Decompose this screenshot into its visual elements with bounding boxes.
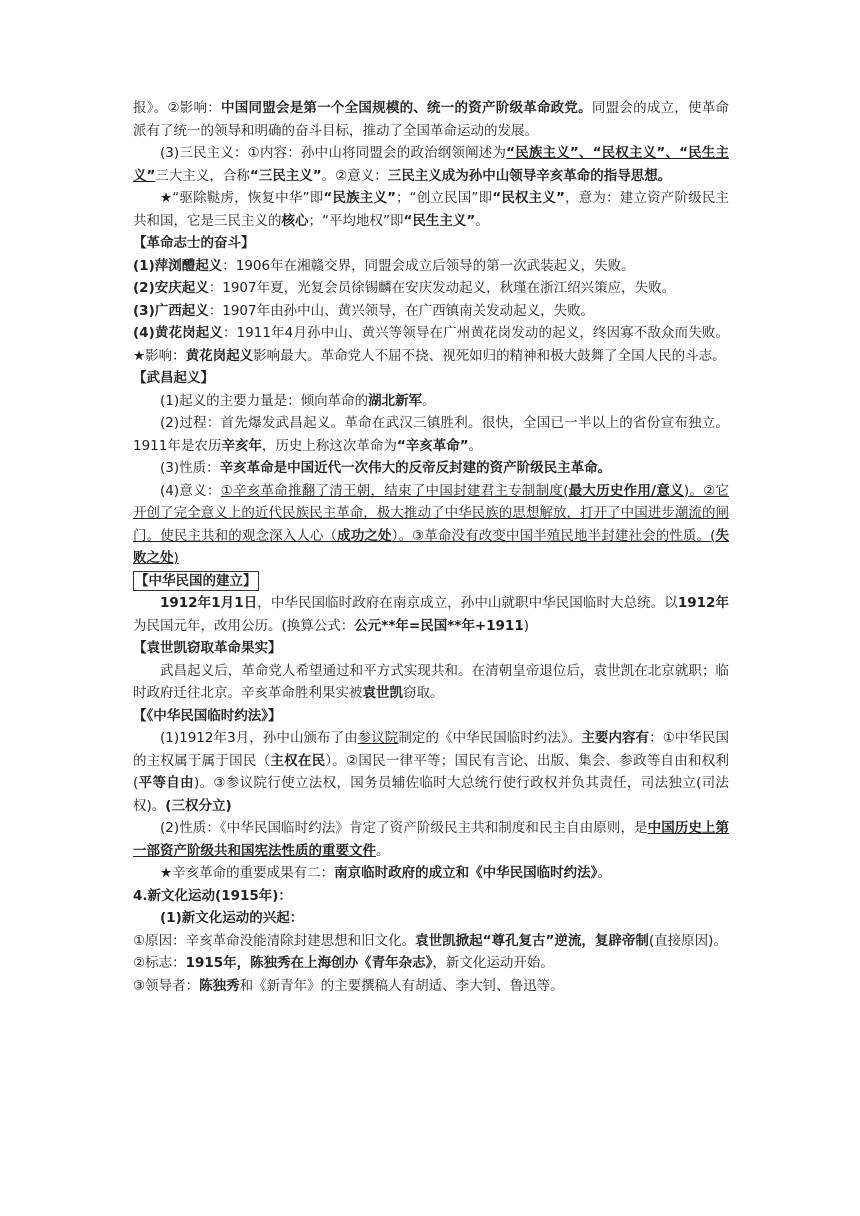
paragraph	[133, 457, 729, 480]
text-run: (1)萍浏醴起义	[133, 257, 223, 274]
text-run: ）。③革命没有改变中国半殖民地半封建社会的性质。(	[391, 527, 716, 544]
text-run: 【袁世凯窃取革命果实】	[133, 640, 282, 656]
text-run: 和《新青年》的主要撰稿人有胡适、李大钊、鲁迅等。	[239, 977, 564, 994]
text-run: )	[173, 550, 179, 566]
text-run: 武昌起义后，革命党人希望通过和平方式实现共和。在清朝皇帝退位后，袁世凯在北京就职；临时政府迁往北京。辛亥革命胜利果实被	[133, 662, 729, 701]
text-run: 黄花岗起义	[185, 347, 254, 364]
text-run: “民族主义”	[323, 190, 397, 206]
section-heading	[133, 570, 729, 593]
text-run: (2)性质：《中华民国临时约法》肯定了资产阶级民主共和制度和民主自由原则，是	[160, 820, 648, 836]
text-run: 最大历史作用/意义	[568, 482, 684, 499]
text-run: 影响最大。革命党人不屈不挠、视死如归的精神和极大鼓舞了全国人民的斗志。	[253, 347, 726, 364]
text-run: ：1907年夏，光复会员徐锡麟在安庆发动起义，秋瑾在浙江绍兴策应，失败。	[208, 280, 676, 296]
text-run: 【革命志士的奋斗】	[133, 235, 255, 251]
text-run: ★辛亥革命的重要成果有二：	[160, 865, 335, 881]
paragraph	[133, 727, 729, 817]
list-item	[133, 277, 729, 300]
text-run: 成功之处	[337, 527, 392, 544]
text-run: 陈独秀	[199, 977, 240, 994]
text-run: (4)黄花岗起义	[133, 325, 223, 341]
section-heading	[133, 637, 729, 660]
section-heading	[133, 232, 729, 255]
section-heading	[133, 885, 729, 908]
text-run: ②标志：	[133, 955, 186, 971]
paragraph	[133, 592, 729, 637]
text-run: ：①中华民国的主权属于属于国民（	[133, 730, 730, 769]
text-run: ：1911年4月孙中山、黄兴等领导在广州黄花岗发动的起义，终因寡不敌众而失败。★影响：	[133, 325, 729, 364]
text-run: ：1906年在湘赣交界，同盟会成立后领导的第一次武装起义，失败。	[222, 257, 635, 274]
text-run: 。	[475, 212, 489, 229]
text-run: 【武昌起义】	[133, 370, 214, 386]
text-run: (三权分立)	[165, 797, 232, 814]
subsection-heading	[133, 907, 729, 930]
text-run: ①辛亥革命推翻了清王朝，结束了中国封建君主专制制度(	[220, 482, 569, 499]
list-item	[133, 930, 729, 953]
paragraph	[133, 390, 729, 413]
text-run: 【《中华民国临时约法》】	[133, 707, 282, 724]
text-run: 。	[376, 842, 390, 859]
text-run: “民权主义”	[492, 190, 565, 206]
text-run: 。②意义：	[321, 167, 388, 184]
text-run: (4)意义：	[160, 482, 221, 499]
text-run: 南京临时政府的成立和《中华民国临时约法》	[334, 865, 598, 881]
paragraph	[133, 862, 729, 885]
text-run: 报》。②影响：	[133, 100, 222, 116]
text-run: 三民主义成为孙中山领导辛亥革命的指导思想。	[387, 167, 672, 184]
text-run: 窃取。	[403, 685, 444, 701]
text-run: ①原因：辛亥革命没能清除封建思想和旧文化。	[133, 932, 416, 949]
list-item	[133, 300, 729, 323]
text-run: 1915年，陈独秀在上海创办《青年杂志》	[185, 955, 433, 971]
paragraph	[133, 412, 729, 457]
text-run: 4.新文化运动(1915年)：	[133, 887, 292, 904]
text-run: 。	[597, 865, 611, 881]
paragraph	[133, 480, 729, 570]
text-run: “辛亥革命”	[396, 437, 469, 454]
text-run: ，历史上称这次革命为	[261, 437, 397, 454]
text-run: ；“创立民国”即	[396, 190, 493, 206]
text-run: 中国同盟会是第一个全国规模的、统一的资产阶级革命政党。	[221, 100, 592, 116]
text-run: ；“平均地权”即	[308, 212, 404, 229]
text-run: (3)性质：	[160, 460, 220, 476]
text-run: “民生主义”	[403, 212, 476, 229]
text-run: ，新文化运动开始。	[432, 955, 554, 971]
text-run: 。	[468, 437, 483, 454]
text-run: 核心	[281, 212, 309, 229]
text-run: ）。②国民一律平等；国民有言论、出版、集会、参政等自由和权利(	[133, 752, 730, 791]
section-heading	[133, 705, 729, 728]
text-run: 主要内容有	[581, 730, 650, 746]
text-run: 同盟会的成立，使革命派有了统一的领导和明确的奋斗目标，推动了全国革命运动的发展。	[133, 100, 730, 139]
text-run: 失败之处	[133, 527, 730, 566]
list-item	[133, 975, 729, 998]
paragraph	[133, 187, 729, 232]
text-run: ★“驱除鞑虏，恢复中华”即	[160, 190, 324, 206]
text-run: (3)三民主义：①内容：孙中山将同盟会的政治纲领阐述为	[160, 145, 507, 161]
text-run: )	[523, 617, 529, 634]
list-item	[133, 952, 729, 975]
text-run: 制定的《中华民国临时约法》。	[398, 730, 582, 746]
text-run: 平等自由	[138, 775, 194, 791]
list-item	[133, 322, 729, 367]
text-run: “民族主义”、“民权主义”、“民生主义”	[133, 145, 729, 184]
text-run: “三民主义”	[249, 167, 322, 184]
text-run: (2)安庆起义	[133, 280, 209, 296]
text-run: 中国历史上第一部资产阶级共和国宪法性质的重要文件	[133, 820, 730, 859]
text-run: ，中华民国临时政府在南京成立，孙中山就职中华民国临时大总统。以	[257, 595, 678, 611]
text-run: 公元**年=民国**年+1911	[354, 617, 524, 634]
text-run: 主权在民	[270, 752, 326, 769]
list-item	[133, 255, 729, 278]
text-run: 1912年1月1日	[160, 595, 258, 611]
text-run: (1)1912年3月，孙中山颁布了由	[160, 730, 358, 746]
text-run: 参议院	[357, 730, 399, 746]
text-run: )。②它开创了完全意义上的近代民族民主革命，极大推动了中华民族的思想解放，打开了中国进步潮流的闸门。使民主共和的观念深入人心（	[133, 482, 729, 544]
section-heading	[133, 367, 729, 390]
text-run: (3)广西起义	[133, 302, 209, 319]
text-run: 为民国元年，改用公历。(换算公式：	[133, 617, 355, 634]
paragraph	[133, 142, 729, 187]
text-run: )。③参议院行使立法权，国务员辅佐临时大总统行使行政权并负其责任，司法独立(司法权)。	[133, 775, 730, 814]
paragraph	[133, 817, 729, 862]
text-run: 辛亥革命是中国近代一次伟大的反帝反封建的资产阶级民主革命。	[219, 460, 612, 476]
paragraph	[133, 660, 729, 705]
text-run: (1)起义的主要力量是：倾向革命的	[160, 392, 369, 409]
text-run: (1)新文化运动的兴起：	[160, 910, 304, 926]
text-run: 袁世凯掀起“尊孔复古”逆流，复辟帝制	[415, 932, 649, 949]
text-run: (2)过程：首先爆发武昌起义。革命在武汉三镇胜利。很快，全国已一半以上的省份宣布独立。1911年是农历	[133, 415, 729, 454]
text-run: 湖北新军	[368, 392, 423, 409]
text-run: 袁世凯	[362, 685, 403, 701]
text-run: (直接原因)。	[648, 932, 727, 949]
text-run: 辛亥年	[221, 437, 262, 454]
text-run: ，意为：建立资产阶级民主共和国，它是三民主义的	[133, 190, 730, 229]
text-run: 【中华民国的建立】	[135, 572, 257, 589]
text-run: 1912年	[677, 595, 729, 611]
text-run: ：1907年由孙中山、黄兴领导，在广西镇南关发动起义，失败。	[208, 302, 595, 319]
document-page	[133, 97, 729, 997]
text-run: 。	[422, 392, 436, 409]
paragraph	[133, 97, 729, 142]
text-run: 三大主义，合称	[155, 167, 250, 184]
text-run: ③领导者：	[133, 977, 200, 994]
